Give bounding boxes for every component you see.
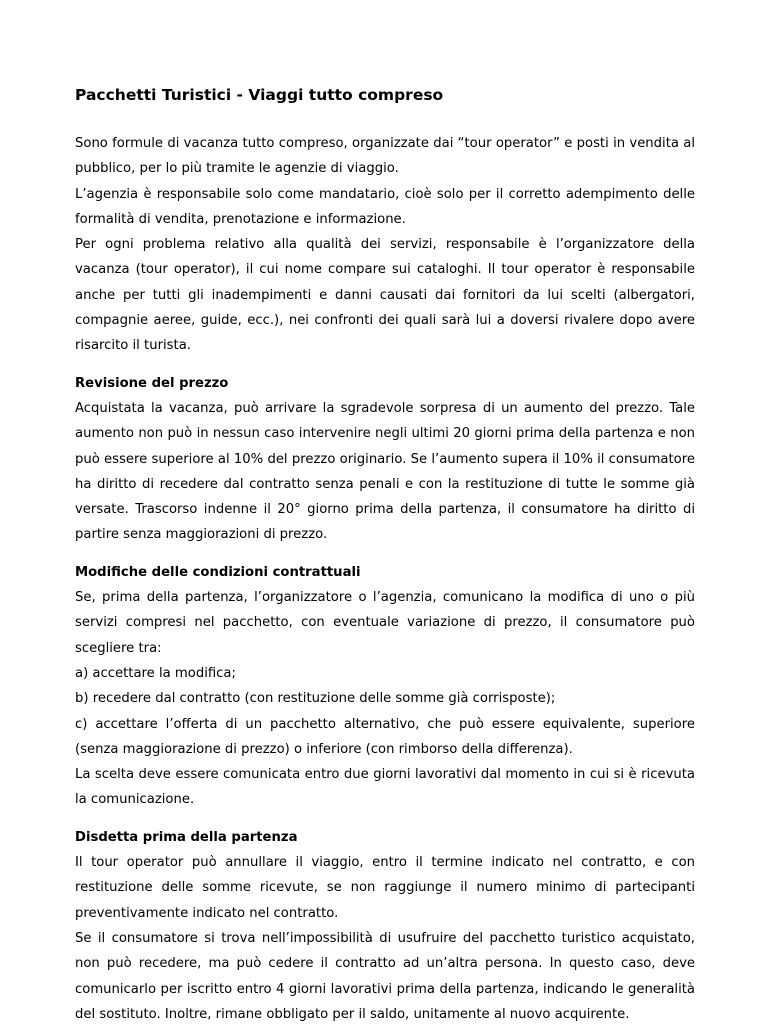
list-item: b) recedere dal contratto (con restituzione delle somme già corrisposte);	[75, 691, 556, 707]
section-paragraph: Acquistata la vacanza, può arrivare la sgradevole sorpresa di un aumento del prezzo. Tale aumento non può in nessun caso intervenire negli ultimi 20 giorni prima della partenza e non può essere superiore al 10% del prezzo originario. Se l’aumento supera il 10% il consumatore ha diritto di recedere dal contratto senza penali e con la restituzione di tutte le somme già versate. Trascorso indenne il 20° giorno prima della partenza, il consumatore ha diritto di partire senza maggiorazioni di prezzo.	[75, 400, 695, 543]
intro-paragraph: L’agenzia è responsabile solo come mandatario, cioè solo per il corretto adempimento delle formalità di vendita, prenotazione e informazione.	[75, 186, 695, 227]
section-paragraph: Se, prima della partenza, l’organizzatore o l’agenzia, comunicano la modifica di uno o più servizi compresi nel pacchetto, con eventuale variazione di prezzo, il consumatore può scegliere tra:	[75, 590, 695, 656]
section-paragraph: Il tour operator può annullare il viaggio, entro il termine indicato nel contratto, e con restituzione delle somme ricevute, se non raggiunge il numero minimo di partecipanti preventivamente indicato nel contratto.	[75, 855, 695, 921]
section-paragraph: La scelta deve essere comunicata entro due giorni lavorativi dal momento in cui si è ricevuta la comunicazione.	[75, 767, 695, 808]
document-title: Pacchetti Turistici - Viaggi tutto compreso	[75, 86, 444, 104]
list-item: a) accettare la modifica;	[75, 665, 236, 681]
intro-section	[75, 131, 695, 359]
section-heading: Disdetta prima della partenza	[75, 829, 298, 845]
section-revisione-prezzo	[75, 371, 695, 548]
section-heading: Modifiche delle condizioni contrattuali	[75, 564, 361, 580]
intro-paragraph: Sono formule di vacanza tutto compreso, organizzate dai “tour operator” e posti in vendita al pubblico, per lo più tramite le agenzie di viaggio.	[75, 136, 695, 177]
section-disdetta-partenza	[75, 825, 695, 1027]
document-page	[75, 84, 695, 1027]
intro-paragraph: Per ogni problema relativo alla qualità dei servizi, responsabile è l’organizzatore della vacanza (tour operator), il cui nome compare sui cataloghi. Il tour operator è responsabile anche per tutti gli inadempimenti e danni causati dai fornitori da lui scelti (albergatori, compagnie aeree, guide, ecc.), nei confronti dei quali sarà lui a doversi rivalere dopo avere risarcito il turista.	[75, 237, 695, 354]
list-item: c) accettare l’offerta di un pacchetto alternativo, che può essere equivalente, superiore (senza maggiorazione di prezzo) o inferiore (con rimborso della differenza).	[75, 716, 695, 757]
section-modifiche-condizioni	[75, 560, 695, 813]
section-paragraph: Se il consumatore si trova nell’impossibilità di usufruire del pacchetto turistico acquistato, non può recedere, ma può cedere il contratto ad un’altra persona. In questo caso, deve comunicarlo per iscritto entro 4 giorni lavorativi prima della partenza, indicando le generalità del sostituto. Inoltre, rimane obbligato per il saldo, unitamente al nuovo acquirente.	[75, 930, 695, 1022]
section-heading: Revisione del prezzo	[75, 375, 229, 391]
